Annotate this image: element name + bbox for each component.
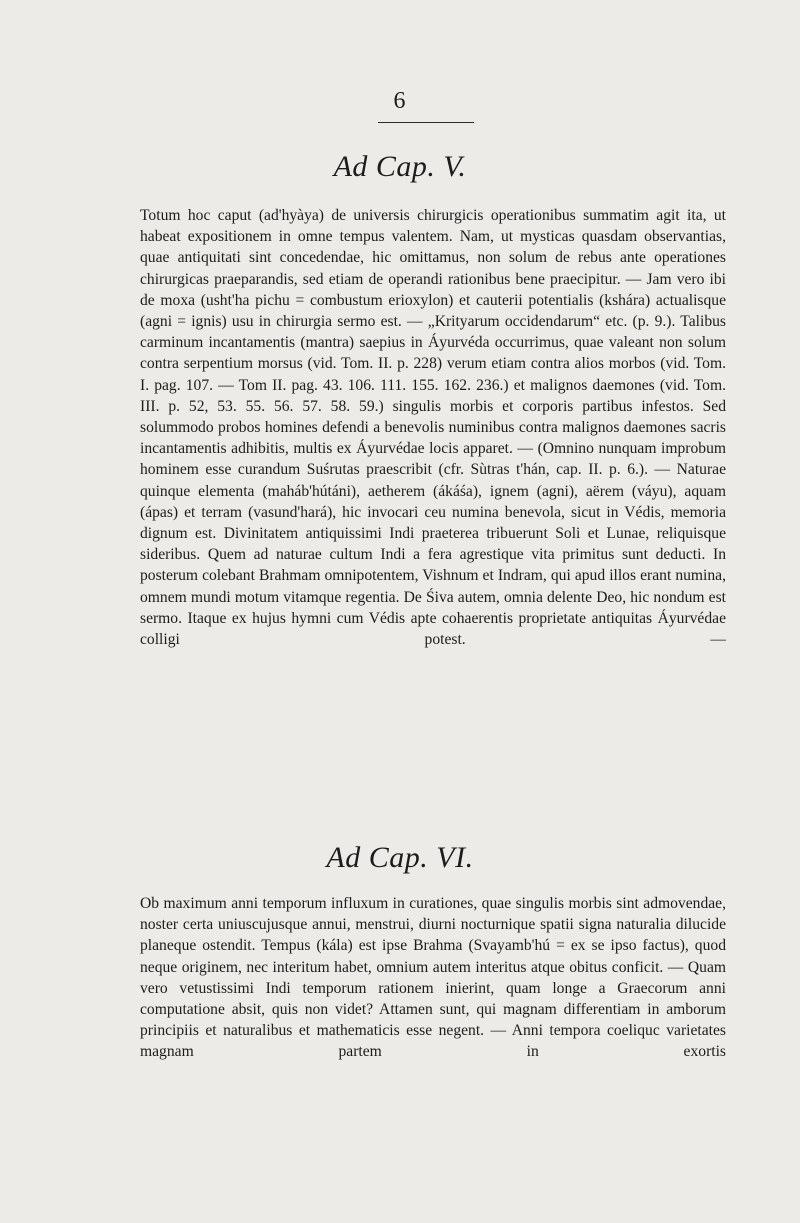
- section-heading: Ad Cap. V.: [333, 150, 467, 183]
- section-heading: Ad Cap. VI.: [326, 841, 474, 874]
- page-number: 6: [393, 88, 407, 114]
- header-rule: [378, 122, 474, 123]
- section-paragraph: Totum hoc caput (ad'hyàya) de universis chirurgicis operationibus summatim agit ita, ut habeat expositionem in omne tempus valentem. Nam, ut mysticas quasdam observantias, quae antiquitati sint concedendae, hic omittamus, non solum de rebus ante operationes chirurgicas praeparandis, sed etiam de operandi rationibus bene praecipitur. — Jam vero ibi de moxa (usht'ha pichu = combustum erioxylon) et cauterii potentialis (kshára) actualisque (agni = ignis) usu in chirurgia sermo est. — „Krityarum occidendarum“ etc. (p. 9.). Talibus carminum incantamentis (mantra) saepius in Áyurvéda occurrimus, quae valeant non solum contra serpentium morsus (vid. Tom. II. p. 228) verum etiam contra alios morbos (vid. Tom. I. pag. 107. — Tom II. pag. 43. 106. 111. 155. 162. 236.) et malignos daemones (vid. Tom. III. p. 52, 53. 55. 56. 57. 58. 59.) singulis morbis et corporis partibus infestos. Sed solummodo probos homines defendi a benevolis numinibus contra malignos daemones sacris incantamentis adhibitis, multis ex Áyurvédae locis apparet. — (Omnino nunquam improbum hominem esse curandum Suśrutas praescribit (cfr. Sùtras t'hán, cap. II. p. 6.). — Naturae quinque elementa (maháb'hútáni), aetherem (ákáśa), ignem (agni), aërem (váyu), aquam (ápas) et terram (vasund'hará), hic invocari ceu numina benevola, sicut in Védis, memoria dignum est. Divinitatem antiquissimi Indi praeterea tribuerunt Soli et Lunae, reliquisque sideribus. Quem ad naturae cultum Indi a fera agrestique vita primitus sunt deducti. In posterum colebant Brahmam omnipotentem, Vishnum et Indram, qui apud illos erant numina, omnem mundi motum vitamque regentia. De Śiva autem, omnia delente Deo, hic nondum est sermo. Itaque ex hujus hymni cum Védis apte cohaerentis proprietate antiquitas Áyurvédae colligi potest. —: [140, 207, 726, 649]
- section-paragraph: Ob maximum anni temporum influxum in curationes, quae singulis morbis sint admovendae, noster certa uniuscujusque annui, menstrui, diurni nocturnique spatii signa naturalia dilucide planeque ostendit. Tempus (kála) est ipse Brahma (Svayamb'hú = ex se ipso factus), quod neque originem, nec interitum habet, omnium autem interitus atque obitus conficit. — Quam vero vetustissimi Indi temporum rationem inierint, quam longe a Graecorum anni computatione absit, quis non videt? Attamen sunt, qui magnam differentiam in amborum principiis et naturalibus et mathematicis esse negent. — Anni tempora coeliquc varietates magnam partem in exortis: [140, 895, 726, 1061]
